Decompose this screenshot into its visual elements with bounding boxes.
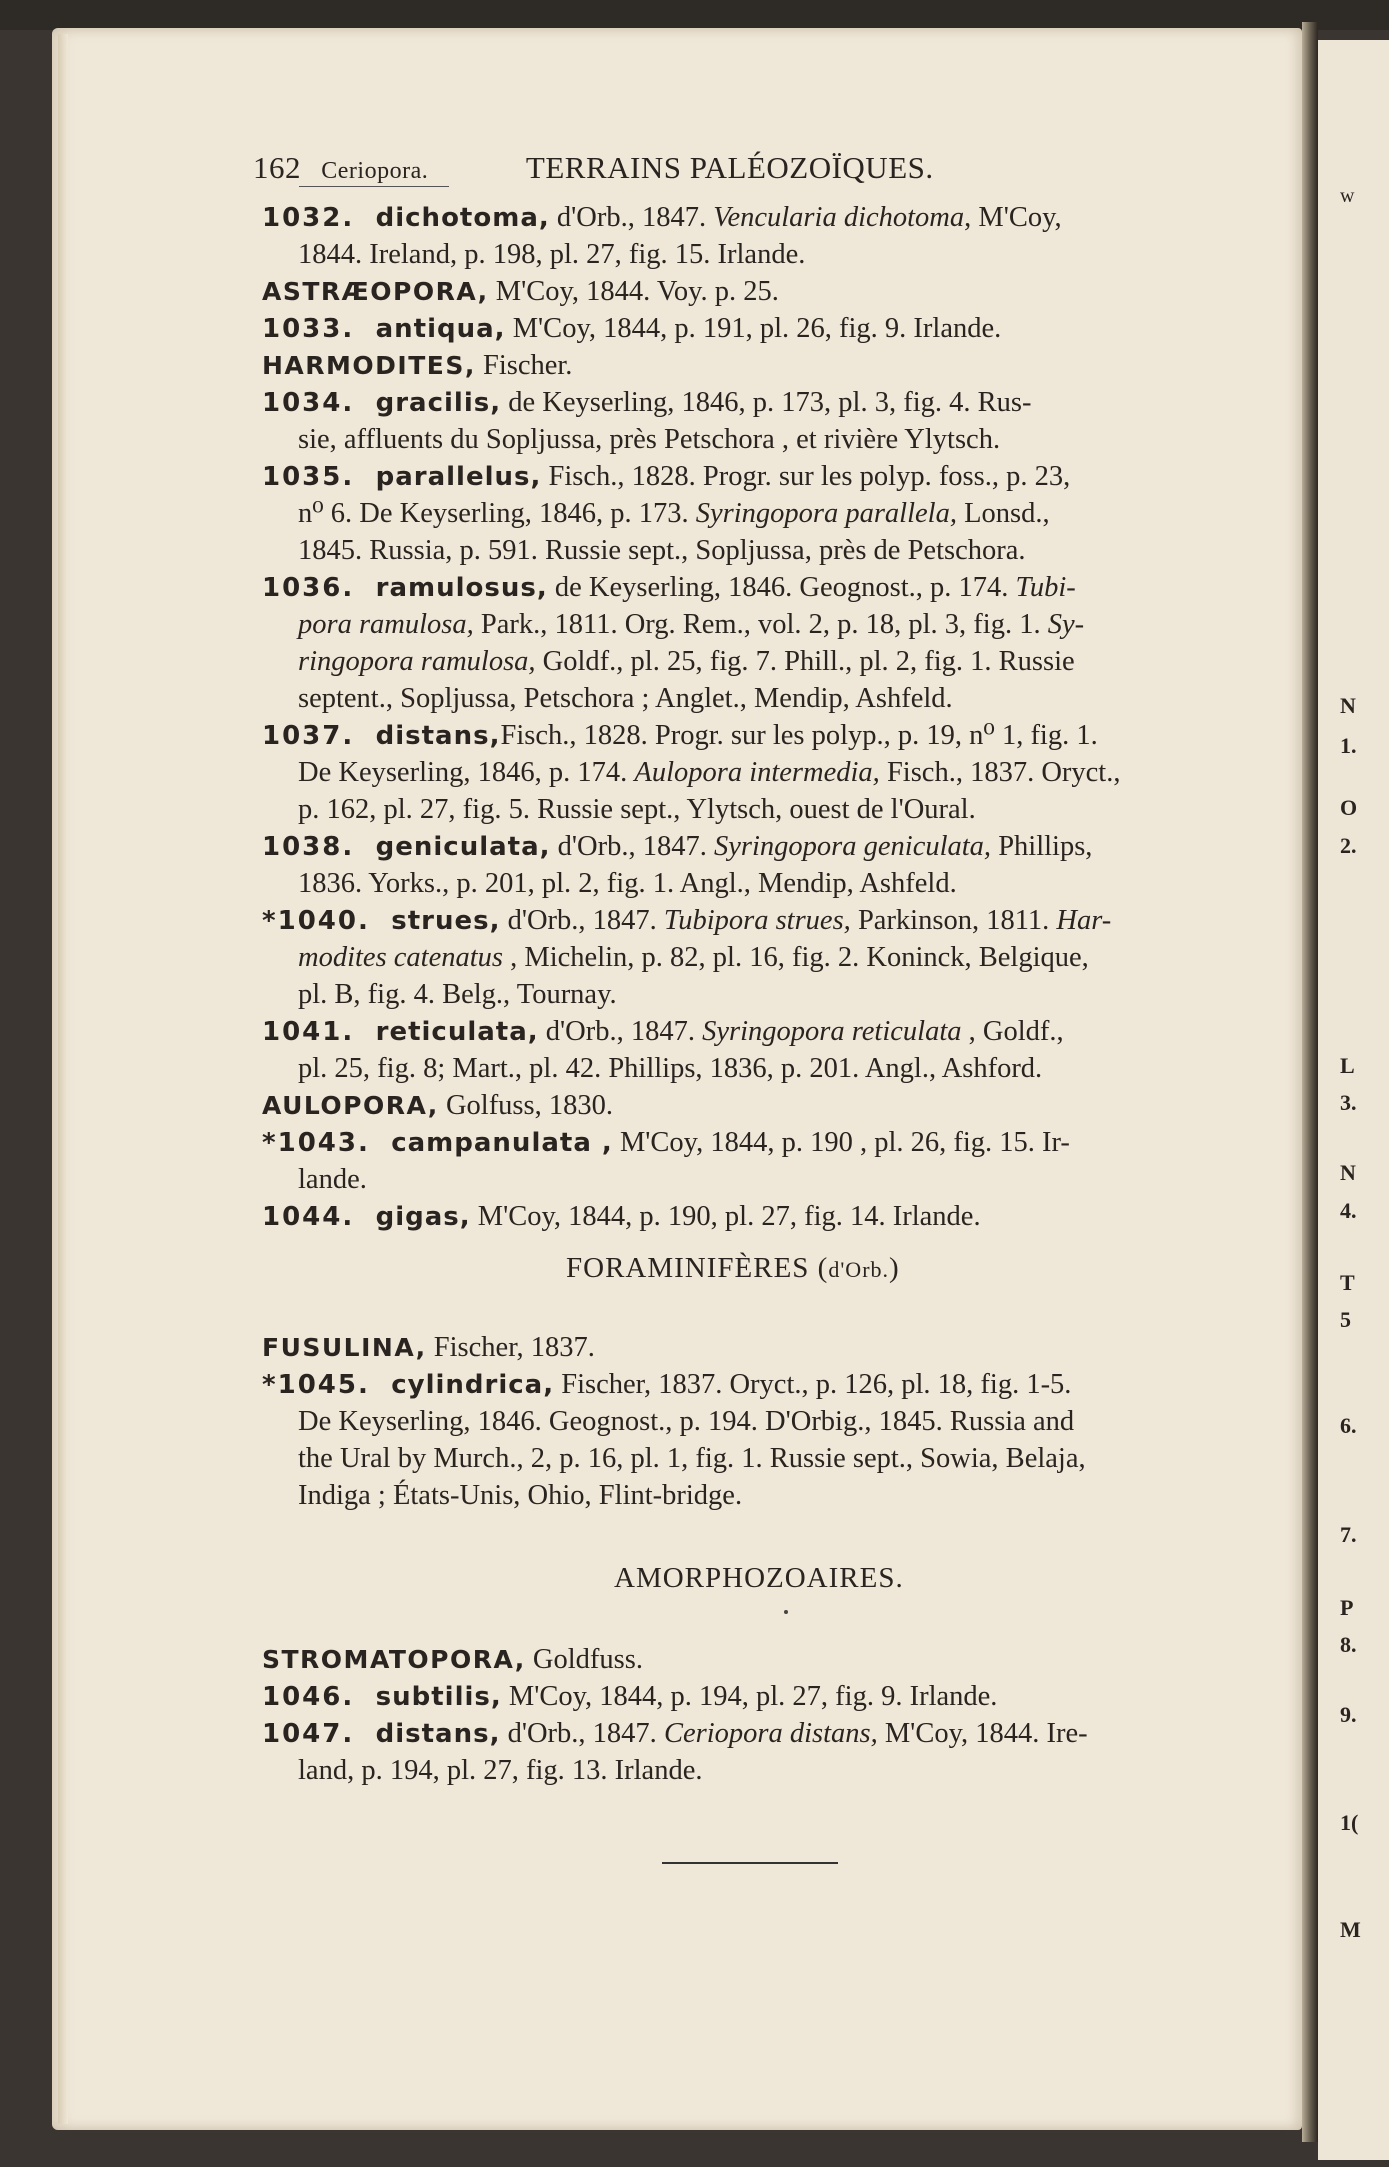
entry-continuation: De Keyserling, 1846. Geognost., p. 194. D'Orbig., 1845. Russia and: [298, 1406, 1075, 1437]
facing-page-fragment: M: [1340, 1917, 1361, 1942]
species-entry: *1040. strues, d'Orb., 1847. Tubipora strues, Parkinson, 1811. Har-: [262, 905, 1112, 936]
scan-border: [0, 0, 1389, 30]
species-entry: *1045. cylindrica, Fischer, 1837. Oryct., p. 126, pl. 18, fig. 1-5.: [262, 1369, 1072, 1400]
species-entry: 1041. reticulata, d'Orb., 1847. Syringopora reticulata , Goldf.,: [262, 1016, 1064, 1047]
facing-page-fragment: O: [1340, 795, 1358, 820]
species-entry: 1047. distans, d'Orb., 1847. Ceriopora distans, M'Coy, 1844. Ire-: [262, 1718, 1088, 1749]
facing-page-fragment: 2.: [1340, 833, 1357, 858]
facing-page-fragment: T: [1340, 1270, 1355, 1295]
section-heading-foraminiferes: FORAMINIFÈRES (d'Orb.): [566, 1252, 900, 1284]
entry-continuation: Indiga ; États-Unis, Ohio, Flint-bridge.: [298, 1480, 743, 1511]
facing-page-fragment: 6.: [1340, 1413, 1357, 1438]
facing-page-fragment: 9.: [1340, 1702, 1357, 1727]
species-entry: 1036. ramulosus, de Keyserling, 1846. Geognost., p. 174. Tubi-: [262, 572, 1076, 603]
entry-continuation: 1845. Russia, p. 591. Russie sept., Sopljussa, près de Petschora.: [298, 535, 1026, 566]
entry-continuation: 1836. Yorks., p. 201, pl. 2, fig. 1. Angl., Mendip, Ashfeld.: [298, 868, 957, 899]
facing-page-fragment: 1(: [1340, 1810, 1359, 1835]
header-underline: [299, 186, 449, 187]
species-entry: 1038. geniculata, d'Orb., 1847. Syringopora geniculata, Phillips,: [262, 831, 1093, 862]
species-entry: 1046. subtilis, M'Coy, 1844, p. 194, pl. 27, fig. 9. Irlande.: [262, 1681, 998, 1712]
page-edge: [58, 34, 68, 2124]
book-gutter: [1302, 22, 1318, 2142]
facing-page-fragment: N: [1340, 1160, 1356, 1185]
genus-heading: AULOPORA, Golfuss, 1830.: [262, 1090, 613, 1121]
entry-continuation: land, p. 194, pl. 27, fig. 13. Irlande.: [298, 1755, 703, 1786]
entry-continuation: p. 162, pl. 27, fig. 5. Russie sept., Ylytsch, ouest de l'Oural.: [298, 794, 976, 825]
species-entry: 1037. distans,Fisch., 1828. Progr. sur les polyp., p. 19, n⁰ 1, fig. 1.: [262, 720, 1098, 751]
entry-continuation: 1844. Ireland, p. 198, pl. 27, fig. 15. Irlande.: [298, 239, 806, 270]
species-entry: 1034. gracilis, de Keyserling, 1846, p. 173, pl. 3, fig. 4. Rus-: [262, 387, 1032, 418]
facing-page-fragment: 1.: [1340, 733, 1357, 758]
facing-page-fragment: 8.: [1340, 1632, 1357, 1657]
genus-heading: HARMODITES, Fischer.: [262, 350, 573, 381]
print-speck: [784, 1610, 788, 1614]
page-title: TERRAINS PALÉOZOÏQUES.: [525, 150, 934, 185]
entry-continuation: septent., Sopljussa, Petschora ; Anglet., Mendip, Ashfeld.: [298, 683, 953, 714]
page-number: 162: [253, 150, 301, 185]
facing-page-fragment: P: [1340, 1595, 1354, 1620]
section-heading-amorphozoaires: AMORPHOZOAIRES.: [614, 1562, 904, 1594]
species-entry: 1033. antiqua, M'Coy, 1844, p. 191, pl. 26, fig. 9. Irlande.: [262, 313, 1002, 344]
entry-continuation: pora ramulosa, Park., 1811. Org. Rem., vol. 2, p. 18, pl. 3, fig. 1. Sy-: [298, 609, 1085, 640]
genus-heading: ASTRÆOPORA, M'Coy, 1844. Voy. p. 25.: [262, 276, 779, 307]
facing-page-fragment: L: [1340, 1053, 1355, 1078]
species-entry: 1035. parallelus, Fisch., 1828. Progr. sur les polyp. foss., p. 23,: [262, 461, 1071, 492]
entry-continuation: modites catenatus , Michelin, p. 82, pl. 16, fig. 2. Koninck, Belgique,: [298, 942, 1089, 973]
entry-continuation: sie, affluents du Sopljussa, près Petschora , et rivière Ylytsch.: [298, 424, 1001, 455]
facing-page-fragment: 4.: [1340, 1198, 1357, 1223]
facing-page-fragment: w: [1340, 185, 1355, 207]
genus-heading: FUSULINA, Fischer, 1837.: [262, 1332, 595, 1363]
running-title: Ceriopora.: [321, 158, 429, 184]
entry-continuation: n⁰ 6. De Keyserling, 1846, p. 173. Syringopora parallela, Lonsd.,: [298, 498, 1050, 529]
entry-continuation: pl. B, fig. 4. Belg., Tournay.: [298, 979, 617, 1010]
facing-page-fragment: N: [1340, 693, 1356, 718]
facing-page-fragment: 3.: [1340, 1090, 1357, 1115]
entry-continuation: De Keyserling, 1846, p. 174. Aulopora intermedia, Fisch., 1837. Oryct.,: [298, 757, 1121, 788]
species-entry: *1043. campanulata , M'Coy, 1844, p. 190 , pl. 26, fig. 15. Ir-: [262, 1127, 1070, 1158]
entry-continuation: pl. 25, fig. 8; Mart., pl. 42. Phillips, 1836, p. 201. Angl., Ashford.: [298, 1053, 1043, 1084]
species-entry: 1044. gigas, M'Coy, 1844, p. 190, pl. 27, fig. 14. Irlande.: [262, 1201, 981, 1232]
entry-continuation: ringopora ramulosa, Goldf., pl. 25, fig. 7. Phill., pl. 2, fig. 1. Russie: [298, 646, 1075, 677]
entry-continuation: lande.: [298, 1164, 367, 1195]
end-rule: [662, 1862, 838, 1864]
species-entry: 1032. dichotoma, d'Orb., 1847. Vencularia dichotoma, M'Coy,: [262, 202, 1062, 233]
genus-heading: STROMATOPORA, Goldfuss.: [262, 1644, 643, 1675]
facing-page-fragment: 7.: [1340, 1522, 1357, 1547]
page-header: [253, 150, 934, 186]
entry-continuation: the Ural by Murch., 2, p. 16, pl. 1, fig. 1. Russie sept., Sowia, Belaja,: [298, 1443, 1086, 1474]
facing-page-fragment: 5: [1340, 1307, 1351, 1332]
